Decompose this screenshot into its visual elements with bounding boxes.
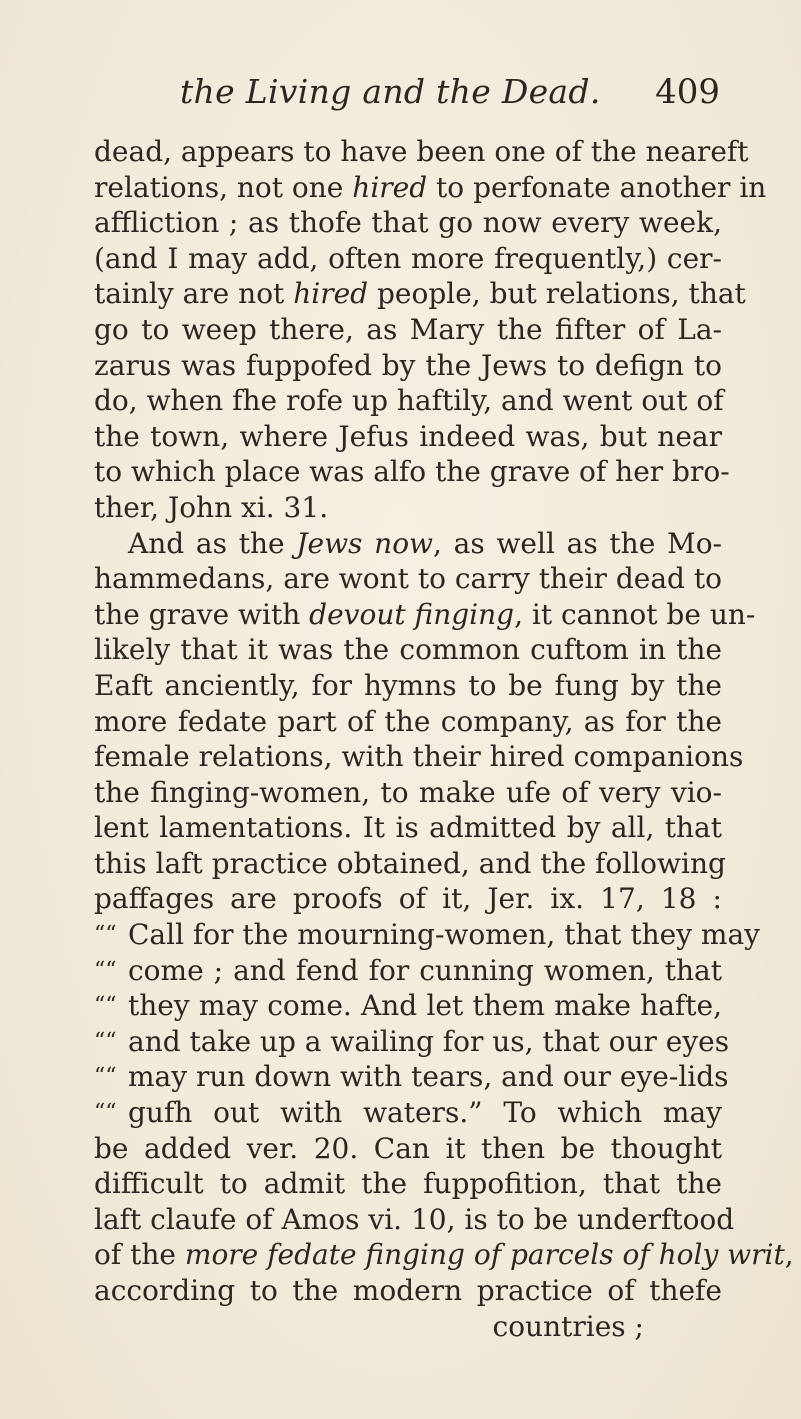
text-segment: more fedate part of the company, as for the — [94, 704, 722, 738]
text-segment: to which place was alfo the grave of her bro- — [94, 455, 730, 489]
text-line — [94, 490, 722, 526]
text-segment: they may come. And let them make hafte, — [128, 989, 722, 1023]
text-line — [94, 276, 746, 312]
text-segment: do, when fhe rofe up haftily, and went out of — [94, 384, 724, 418]
quote-mark: ““ — [94, 1100, 117, 1126]
text-segment: laft claufe of Amos vi. 10, is to be underftood — [94, 1202, 735, 1236]
text-segment: and take up a wailing for us, that our eyes — [128, 1024, 730, 1058]
text-line — [94, 1059, 729, 1095]
text-line — [94, 953, 722, 989]
italic-text: more fedate finging of parcels of holy writ — [184, 1238, 785, 1272]
text-line — [94, 704, 722, 740]
text-line — [94, 988, 722, 1024]
text-segment: come ; and fend for cunning women, that — [128, 953, 722, 987]
quote-mark: ““ — [94, 1028, 117, 1054]
text-line — [94, 526, 722, 562]
text-segment: (and I may add, often more frequently,) cer- — [94, 241, 722, 275]
text-line — [94, 561, 722, 597]
text-segment: tainly are not — [94, 277, 294, 311]
text-line — [94, 454, 730, 490]
text-line — [94, 597, 756, 633]
quote-mark: ““ — [94, 957, 117, 983]
text-line — [94, 881, 722, 917]
text-segment: And as the — [128, 526, 297, 560]
text-line — [94, 1309, 722, 1345]
text-segment: , it cannot be un- — [514, 597, 756, 631]
text-line — [94, 1202, 735, 1238]
text-segment: , — [784, 1238, 794, 1272]
text-segment: to perfonate another in — [427, 170, 767, 204]
italic-text: hired — [352, 170, 428, 204]
text-line — [94, 1131, 722, 1167]
text-segment: the grave with — [94, 597, 310, 631]
quote-mark: ““ — [94, 1064, 117, 1090]
text-segment: , as well as the Mo- — [433, 526, 723, 560]
text-segment: may run down with tears, and our eye-lids — [128, 1060, 729, 1094]
text-line — [94, 668, 722, 704]
text-segment: hammedans, are wont to carry their dead to — [94, 562, 722, 596]
text-line — [94, 383, 722, 419]
text-line — [94, 205, 722, 241]
text-segment: this laft practice obtained, and the following — [94, 846, 726, 880]
text-segment: Call for the mourning-women, that they may — [128, 918, 760, 952]
text-line — [94, 775, 722, 811]
quote-mark: ““ — [94, 993, 117, 1019]
text-line — [94, 632, 722, 668]
text-segment: Eaft anciently, for hymns to be fung by the — [94, 668, 722, 702]
text-line — [94, 1237, 794, 1273]
body-text — [94, 134, 794, 1344]
text-line — [94, 917, 760, 953]
text-segment: according to the modern practice of thefe — [94, 1274, 722, 1307]
italic-text: devout finging — [309, 597, 515, 631]
text-line — [94, 170, 767, 206]
text-line — [94, 241, 722, 277]
text-segment: zarus was fuppofed by the Jews to defign to — [94, 348, 722, 382]
text-segment: difficult to admit the fuppofition, that the — [94, 1167, 722, 1201]
text-line — [94, 1273, 722, 1309]
text-segment: likely that it was the common cuftom in the — [94, 633, 722, 667]
italic-text: Jews now — [296, 526, 434, 560]
text-line — [94, 846, 726, 882]
text-segment: female relations, with their hired companions — [94, 740, 744, 774]
text-segment: the finging-women, to make ufe of very vio- — [94, 775, 722, 809]
text-segment: gufh out with waters.” To which may — [128, 1096, 722, 1130]
text-segment: be added ver. 20. Can it then be thought — [94, 1131, 722, 1165]
text-segment: the town, where Jefus indeed was, but near — [94, 419, 722, 453]
text-segment: lent lamentations. It is admitted by all, that — [94, 811, 722, 845]
text-line — [94, 348, 722, 384]
text-line — [94, 419, 722, 455]
text-segment: countries ; — [492, 1309, 644, 1343]
text-line — [94, 1095, 722, 1131]
text-segment: dead, appears to have been one of the neareft — [94, 135, 749, 168]
text-segment: paffages are proofs of it, Jer. ix. 17, 18 : — [94, 882, 722, 916]
quote-mark: ““ — [94, 922, 117, 948]
text-segment: relations, not one — [94, 170, 353, 204]
text-segment: ther, John xi. 31. — [94, 490, 329, 524]
text-segment: go to weep there, as Mary the fifter of La- — [94, 312, 722, 346]
text-line — [94, 739, 744, 775]
page-number: 409 — [655, 72, 720, 112]
text-line — [94, 810, 722, 846]
text-line — [94, 1166, 722, 1202]
running-title: the Living and the Dead. — [180, 72, 601, 111]
text-segment: people, but relations, that — [368, 277, 746, 311]
text-line — [94, 1024, 730, 1060]
text-segment: of the — [94, 1238, 185, 1272]
text-segment: affliction ; as thofe that go now every week, — [94, 206, 722, 240]
text-line — [94, 312, 722, 348]
text-line — [94, 134, 749, 170]
page-header — [180, 72, 720, 112]
italic-text: hired — [293, 277, 369, 311]
